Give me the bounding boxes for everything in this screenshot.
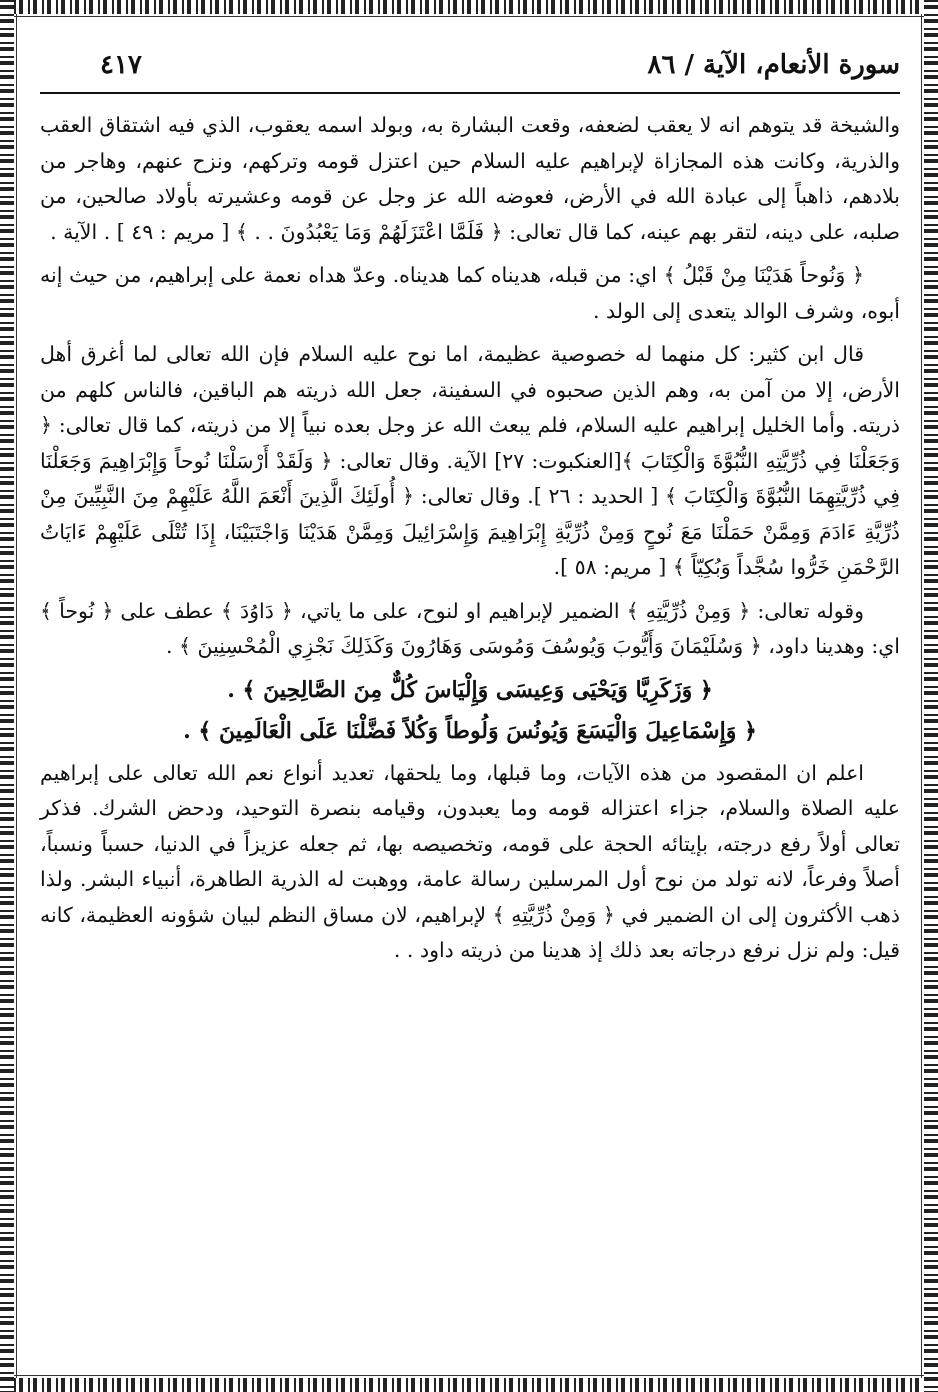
running-header [40,40,900,94]
inner-rule-bottom [14,1375,924,1376]
inner-rule-left [16,14,17,1378]
paragraph: قال ابن كثير: كل منهما له خصوصية عظيمة، اما نوح عليه السلام فإن الله تعالى لما أغرق أهل الأرض، إلا من آمن به، وهم الذين صحبوه في السفينة، جعل الله ذريته هم الباقين، فالناس كلهم من ذريته. وأما الخليل إبراهيم عليه السلام، فلم يبعث الله عز وجل بعده نبياً إلا من ذريته، كما قال تعالى: ﴿ وَجَعَلْنَا فِي ذُرِّيَّتِهِ النُّبُوَّةَ وَالْكِتَابَ ﴾[العنكبوت: ٢٧] الآية. وقال تعالى: ﴿ وَلَقَدْ أَرْسَلْنَا نُوحاً وَإِبْرَاهِيمَ وَجَعَلْنَا فِي ذُرِّيَّتِهِمَا النُّبُوَّةَ وَالْكِتَابَ ﴾ [ الحديد : ٢٦ ]. وقال تعالى: ﴿ أُولَئِكَ الَّذِينَ أَنْعَمَ اللَّهُ عَلَيْهِمْ مِنَ النَّبِيِّينَ مِنْ ذُرِّيَّةِ ءَادَمَ وَمِمَّنْ حَمَلْنَا مَعَ نُوحٍ وَمِنْ ذُرِّيَّةِ إِبْرَاهِيمَ وَإِسْرَائِيلَ وَمِمَّنْ هَدَيْنَا وَاجْتَبَيْنَا، إِذَا تُتْلَى عَلَيْهِمْ ءَايَاتُ الرَّحْمَنِ خَرُّوا سُجَّداً وَبُكِيّاً ﴾ [ مريم: ٥٨ ]. [40,342,901,579]
ornamental-border-right [924,0,938,1392]
running-title: سورة الأنعام، الآية / ٨٦ [647,50,900,80]
paragraph: ﴿ وَنُوحاً هَدَيْنَا مِنْ قَبْلُ ﴾ اي: من قبله، هديناه كما هديناه. وعدّ هداه نعمة على إبراهيم، من حيث إنه أبوه، وشرف الوالد يتعدى إلى الولد . [40,263,900,323]
inner-rule-top [14,16,924,17]
quran-verse: ﴿ وَإِسْمَاعِيلَ وَالْيَسَعَ وَيُونُسَ وَلُوطاً وَكُلاً فَضَّلْنَا عَلَى الْعَالَمِينَ ﴾ . [183,718,757,744]
ornamental-border-bottom [0,1378,938,1392]
inner-rule-right [921,14,922,1378]
paragraph: وقوله تعالى: ﴿ وَمِنْ ذُرِّيَّتِهِ ﴾ الضمير لإبراهيم او لنوح، على ما ياتي، ﴿ دَاوُدَ ﴾ عطف على ﴿ نُوحاً ﴾ اي: وهدينا داود، ﴿ وَسُلَيْمَانَ وَأَيُّوبَ وَيُوسُفَ وَمُوسَى وَهَارُونَ وَكَذَلِكَ نَجْزِي الْمُحْسِنِينَ ﴾ . [40,598,900,658]
quran-verse: ﴿ وَزَكَرِيَّا وَيَحْيَى وَعِيسَى وَإِلْيَاسَ كُلٌّ مِنَ الصَّالِحِينَ ﴾ . [227,676,713,703]
page [40,40,900,1350]
ornamental-border-top [0,0,938,14]
ornamental-border-left [0,0,14,1392]
page-body [40,108,900,969]
paragraph: اعلم ان المقصود من هذه الآيات، وما قبلها، وما يلحقها، تعديد أنواع نعم الله تعالى على إبراهيم عليه الصلاة والسلام، جزاء اعتزاله قومه وما يعبدون، وقيامه بنصرة التوحيد، ودحض الشرك. فذكر تعالى أولاً رفع درجته، بإيتائه الحجة على قومه، وتخصيصه بها، ثم جعله عزيزاً في الدنيا، حسباً ونسباً، أصلاً وفرعاً، لانه تولد من نوح أول المرسلين رسالة عامة، ووهبت له الذرية الطاهرة، أنبياء البشر. ولذا ذهب الأكثرون إلى ان الضمير في ﴿ وَمِنْ ذُرِّيَّتِهِ ﴾ لإبراهيم، لان مساق النظم لبيان شؤونه العظيمة، كانه قيل: ولم نزل نرفع درجاته بعد ذلك إذ هدينا من ذريته داود . . [40,760,900,962]
page-number: ٤١٧ [100,50,142,80]
paragraph: والشيخة قد يتوهم انه لا يعقب لضعفه، وقعت البشارة به، وبولد اسمه يعقوب، الذي فيه اشتقاق العقب والذرية، وكانت هذه المجازاة لإبراهيم عليه السلام حين اعتزل قومه وتركهم، ونزح عنهم، وهاجر من بلادهم، ذاهباً إلى عبادة الله في الأرض، فعوضه الله عز وجل عن قومه وعشيرته بأولاد صالحين، من صلبه، على دينه، لتقر بهم عينه، كما قال تعالى: ﴿ فَلَمَّا اعْتَزَلَهُمْ وَمَا يَعْبُدُونَ . . ﴾ [ مريم : ٤٩ ] . الآية . [40,113,900,244]
